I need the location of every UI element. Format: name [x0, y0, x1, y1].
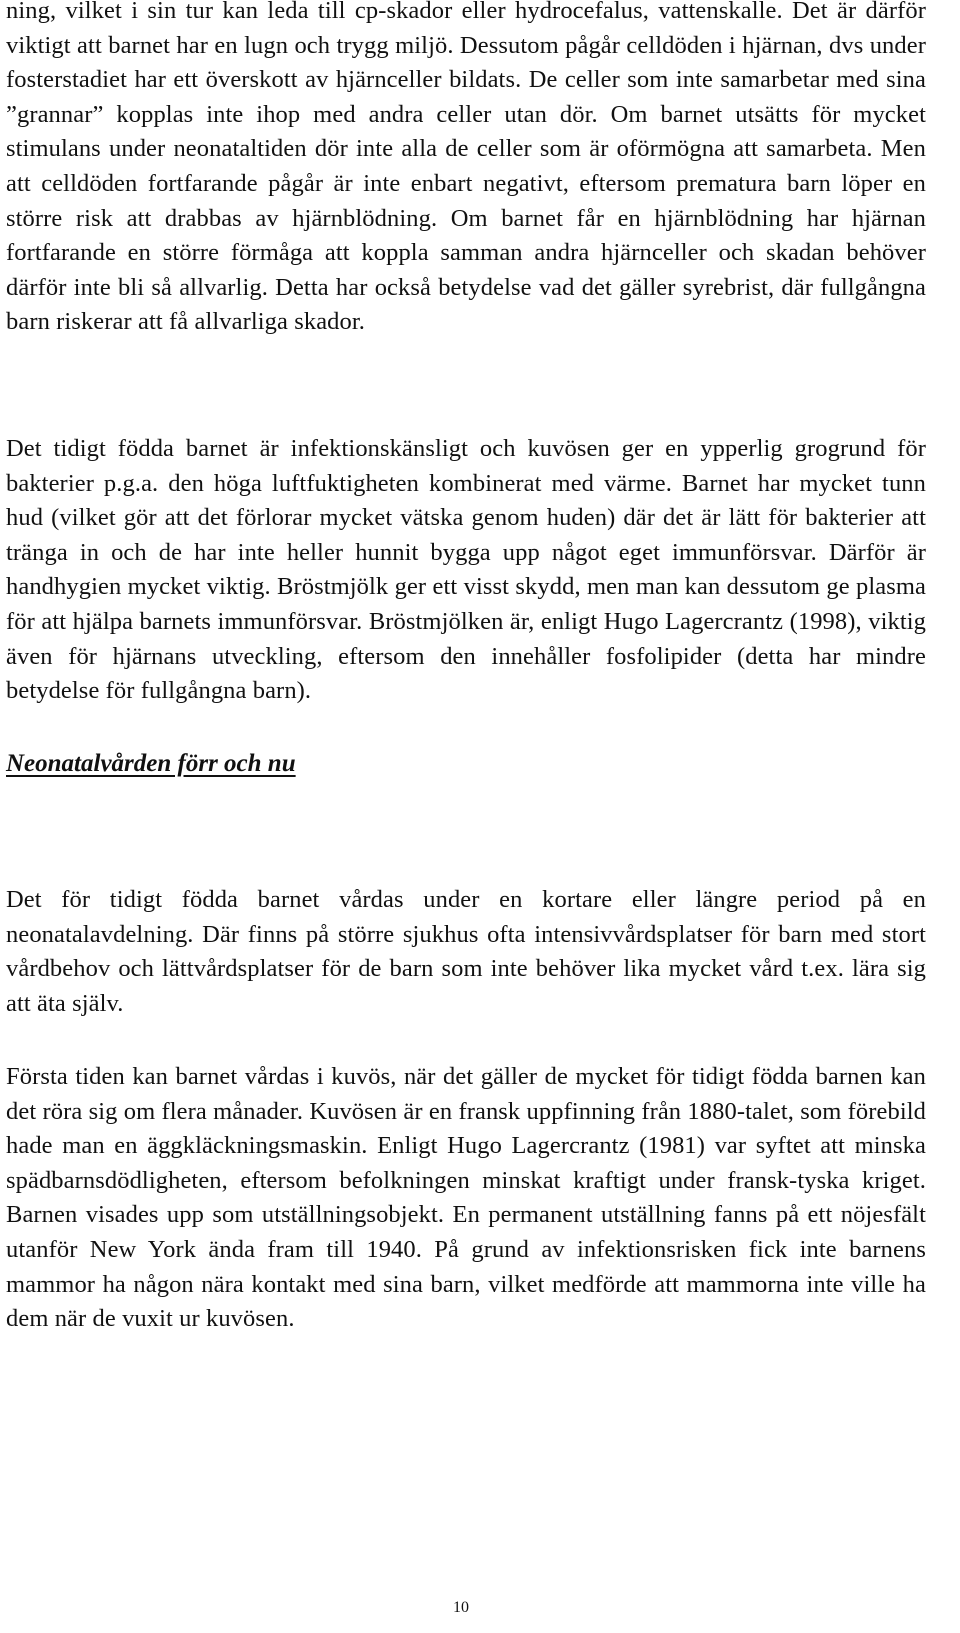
- section-heading: Neonatalvården förr och nu: [6, 750, 296, 777]
- page-number: 10: [453, 1599, 469, 1616]
- paragraph-neonatal-ward: Det för tidigt födda barnet vårdas under en kortare eller längre period på en neonatalavdelning. Där finns på större sjukhus ofta intensivvårdsplatser för barn med stort vårdbehov och lättvårdsplatser för de barn som inte behöver lika mycket vård t.ex. lära sig att äta själv.: [6, 886, 926, 1017]
- paragraph-infection: Det tidigt födda barnet är infektionskänsligt och kuvösen ger en ypperlig grogrund för bakterier p.g.a. den höga luftfuktigheten kombinerat med värme. Barnet har mycket tunn hud (vilket gör att det förlorar mycket vätska genom huden) där det är lätt för bakterier att tränga in och de har inte heller hunnit bygga upp något eget immunförsvar. Därför är handhygien mycket viktig. Bröstmjölk ger ett visst skydd, men man kan dessutom ge plasma för att hjälpa barnets immunförsvar. Bröstmjölken är, enligt Hugo Lagercrantz (1998), viktig även för hjärnans utveckling, eftersom den innehåller fosfolipider (detta har mindre betydelse för fullgångna barn).: [6, 435, 926, 705]
- paragraph-celldeath: ning, vilket i sin tur kan leda till cp-skador eller hydrocefalus, vattenskalle. Det är därför viktigt att barnet har en lugn och trygg miljö. Dessutom pågår celldöden i hjärnan, dvs under fosterstadiet har ett överskott av hjärnceller bildats. De celler som inte samarbetar med sina ”grannar” kopplas inte ihop med andra celler utan dör. Om barnet utsätts för mycket stimulans under neonataltiden dör inte alla de celler som är oförmögna att samarbeta. Men att celldöden fortfarande pågår är inte enbart negativt, eftersom prematura barn löper en större risk att drabbas av hjärnblödning. Om barnet får en hjärnblödning har hjärnan fortfarande en större förmåga att koppla samman andra hjärnceller och skadan behöver därför inte bli så allvarlig. Detta har också betydelse vad det gäller syrebrist, där fullgångna barn riskerar att få allvarliga skador.: [6, 0, 926, 336]
- paragraph-incubator-history: Första tiden kan barnet vårdas i kuvös, när det gäller de mycket för tidigt födda barnen kan det röra sig om flera månader. Kuvösen är en fransk uppfinning från 1880-talet, som förebild hade man en äggkläckningsmaskin. Enligt Hugo Lagercrantz (1981) var syftet att minska spädbarnsdödligheten, eftersom befolkningen minskat kraftigt under fransk-tyska kriget. Barnen visades upp som utställningsobjekt. En permanent utställning fanns på ett nöjesfält utanför New York ända fram till 1940. På grund av infektionsrisken fick inte barnens mammor ha någon nära kontakt med sina barn, vilket medförde att mammorna inte ville ha dem när de vuxit ur kuvösen.: [6, 1063, 926, 1333]
